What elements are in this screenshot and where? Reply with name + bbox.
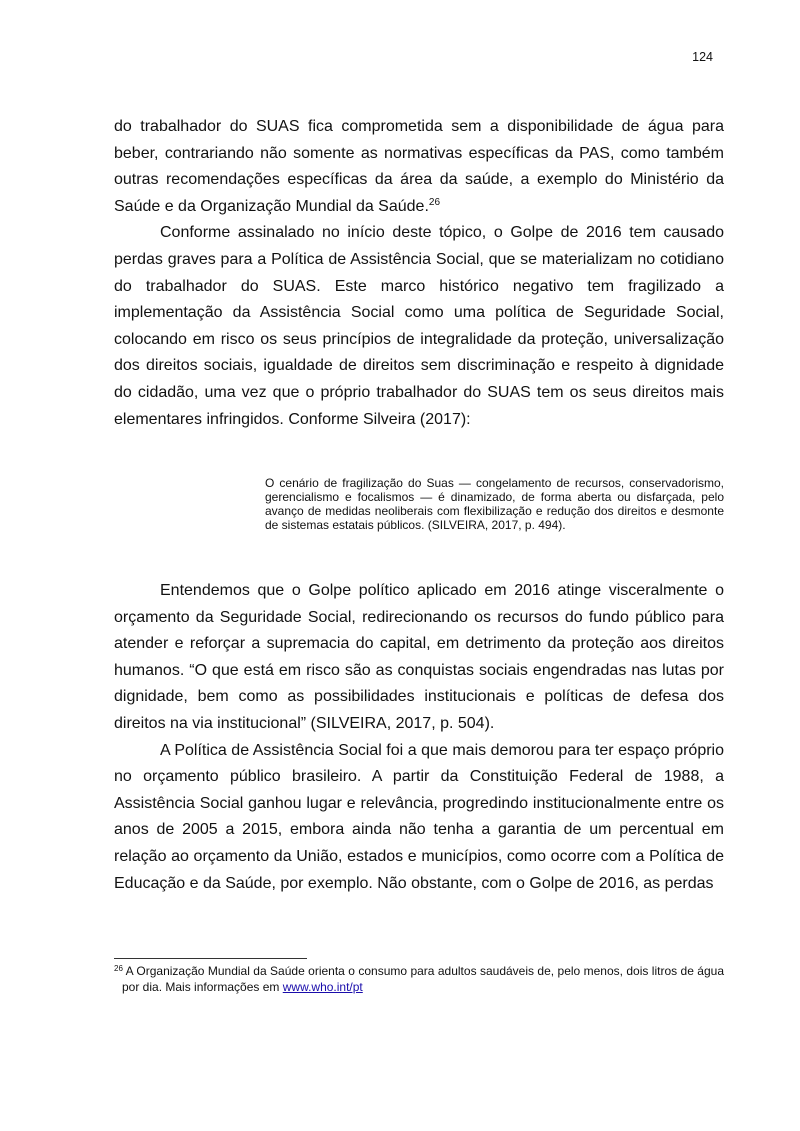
block-quote: O cenário de fragilização do Suas — congelamento de recursos, conservadorismo, gerencialismo e focalismos — é dinamizado, de forma aberta ou disfarçada, pelo avanço de medidas neoliberais com flexibilização e redução dos direitos e desmonte de sistemas estatais públicos. (SILVEIRA, 2017, p. 494). (265, 476, 724, 532)
body-text-bottom (114, 578, 724, 897)
paragraph-2: Conforme assinalado no início deste tópico, o Golpe de 2016 tem causado perdas graves para a Política de Assistência Social, que se materializam no cotidiano do trabalhador do SUAS. Este marco histórico negativo tem fragilizado a implementação da Assistência Social como uma política de Seguridade Social, colocando em risco os seus princípios de integralidade da proteção, universalização dos direitos sociais, igualdade de direitos sem discriminação e respeito à dignidade do cidadão, uma vez que o próprio trabalhador do SUAS tem os seus direitos mais elementares infringidos. Conforme Silveira (2017): (114, 224, 724, 428)
footnote-text: A Organização Mundial da Saúde orienta o consumo para adultos saudáveis de, pelo menos, dois litros de água por dia. Mais informações em (122, 964, 724, 994)
footnote-reference[interactable]: 26 (428, 196, 441, 208)
body-text-top (114, 114, 724, 433)
paragraph-1 (114, 114, 724, 220)
footnote (114, 964, 724, 995)
paragraph-1-text: do trabalhador do SUAS fica comprometida sem a disponibilidade de água para beber, contrariando não somente as normativas específicas da PAS, como também outras recomendações específicas da área da saúde, a exemplo do Ministério da Saúde e da Organização Mundial da Saúde. (114, 118, 724, 215)
page-number: 124 (692, 50, 713, 64)
footnote-divider (114, 958, 307, 959)
who-link[interactable]: www.who.int/pt (282, 979, 363, 994)
footnote-marker: 26 (114, 964, 123, 973)
paragraph-4: A Política de Assistência Social foi a que mais demorou para ter espaço próprio no orçamento público brasileiro. A partir da Constituição Federal de 1988, a Assistência Social ganhou lugar e relevância, progredindo institucionalmente entre os anos de 2005 a 2015, embora ainda não tenha a garantia de um percentual em relação ao orçamento da União, estados e municípios, como ocorre com a Política de Educação e da Saúde, por exemplo. Não obstante, com o Golpe de 2016, as perdas (114, 741, 724, 892)
paragraph-3: Entendemos que o Golpe político aplicado em 2016 atinge visceralmente o orçamento da Seguridade Social, redirecionando os recursos do fundo público para atender e reforçar a supremacia do capital, em detrimento da proteção aos direitos humanos. “O que está em risco são as conquistas sociais engendradas nas lutas por dignidade, bem como as possibilidades institucionais e políticas de defesa dos direitos na via institucional” (SILVEIRA, 2017, p. 504). (114, 582, 724, 732)
